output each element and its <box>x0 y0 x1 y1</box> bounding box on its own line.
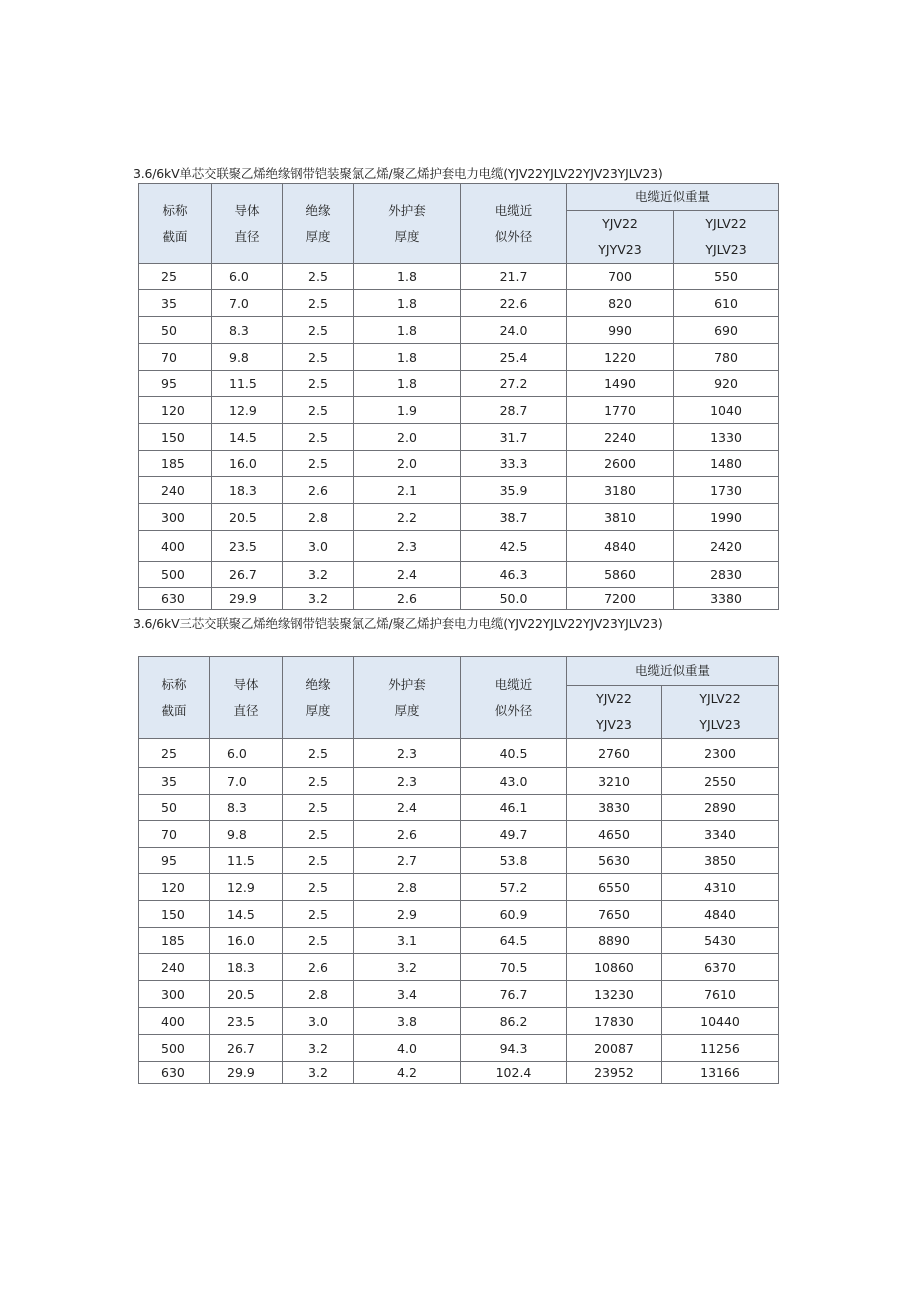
cell-outer-diameter: 38.7 <box>461 504 567 531</box>
cell-weight-aluminium: 6370 <box>662 954 779 981</box>
cell-weight-aluminium: 1040 <box>674 397 779 424</box>
cell-conductor-diameter: 8.3 <box>210 795 283 821</box>
cell-section: 95 <box>139 371 212 397</box>
header-insulation-thickness: 绝缘 厚度 <box>283 184 354 264</box>
header-nominal-section: 标称 截面 <box>139 657 210 739</box>
cell-sheath-thickness: 4.0 <box>354 1035 461 1062</box>
table-header <box>139 184 779 264</box>
cell-outer-diameter: 22.6 <box>461 290 567 317</box>
cell-weight-copper: 5860 <box>567 562 674 588</box>
cell-outer-diameter: 53.8 <box>461 848 567 874</box>
header-nominal-section: 标称 截面 <box>139 184 212 264</box>
cell-weight-aluminium: 4310 <box>662 874 779 901</box>
cell-outer-diameter: 35.9 <box>461 477 567 504</box>
table-row <box>139 371 779 397</box>
cell-sheath-thickness: 1.8 <box>354 290 461 317</box>
cell-sheath-thickness: 2.6 <box>354 588 461 610</box>
cell-insulation-thickness: 3.2 <box>283 1062 354 1084</box>
cell-sheath-thickness: 3.2 <box>354 954 461 981</box>
cell-weight-aluminium: 3850 <box>662 848 779 874</box>
table-row <box>139 504 779 531</box>
cell-weight-copper: 6550 <box>567 874 662 901</box>
cell-outer-diameter: 42.5 <box>461 531 567 562</box>
cell-section: 95 <box>139 848 210 874</box>
cell-section: 150 <box>139 424 212 451</box>
table-row <box>139 562 779 588</box>
table-row <box>139 981 779 1008</box>
cell-outer-diameter: 64.5 <box>461 928 567 954</box>
cell-sheath-thickness: 1.8 <box>354 317 461 344</box>
cell-section: 35 <box>139 290 212 317</box>
cell-weight-aluminium: 1990 <box>674 504 779 531</box>
table-row <box>139 954 779 981</box>
cell-sheath-thickness: 3.8 <box>354 1008 461 1035</box>
cell-insulation-thickness: 2.5 <box>283 371 354 397</box>
cell-weight-aluminium: 4840 <box>662 901 779 928</box>
cell-weight-copper: 3210 <box>567 768 662 795</box>
cell-weight-copper: 5630 <box>567 848 662 874</box>
cell-section: 240 <box>139 477 212 504</box>
cell-sheath-thickness: 2.4 <box>354 562 461 588</box>
header-insulation-thickness: 绝缘 厚度 <box>283 657 354 739</box>
cell-sheath-thickness: 2.3 <box>354 739 461 768</box>
cell-sheath-thickness: 2.9 <box>354 901 461 928</box>
cell-weight-aluminium: 780 <box>674 344 779 371</box>
cell-outer-diameter: 25.4 <box>461 344 567 371</box>
cell-weight-aluminium: 1730 <box>674 477 779 504</box>
cell-insulation-thickness: 3.2 <box>283 1035 354 1062</box>
cell-weight-aluminium: 2550 <box>662 768 779 795</box>
table-row <box>139 264 779 290</box>
cell-weight-copper: 13230 <box>567 981 662 1008</box>
cell-conductor-diameter: 8.3 <box>212 317 283 344</box>
header-outer-diameter: 电缆近 似外径 <box>461 184 567 264</box>
cell-sheath-thickness: 4.2 <box>354 1062 461 1084</box>
cell-conductor-diameter: 9.8 <box>210 821 283 848</box>
table-header <box>139 657 779 739</box>
cell-weight-aluminium: 2420 <box>674 531 779 562</box>
cell-insulation-thickness: 2.5 <box>283 290 354 317</box>
cell-weight-copper: 990 <box>567 317 674 344</box>
header-conductor-diameter: 导体 直径 <box>210 657 283 739</box>
header-weight-aluminium: YJLV22 YJLV23 <box>674 211 779 264</box>
cell-outer-diameter: 86.2 <box>461 1008 567 1035</box>
cell-insulation-thickness: 3.2 <box>283 588 354 610</box>
cell-insulation-thickness: 2.5 <box>283 451 354 477</box>
cell-outer-diameter: 102.4 <box>461 1062 567 1084</box>
cell-weight-aluminium: 610 <box>674 290 779 317</box>
cell-conductor-diameter: 16.0 <box>212 451 283 477</box>
table-row <box>139 768 779 795</box>
cell-sheath-thickness: 2.1 <box>354 477 461 504</box>
cell-insulation-thickness: 2.5 <box>283 901 354 928</box>
cell-conductor-diameter: 26.7 <box>210 1035 283 1062</box>
cell-conductor-diameter: 20.5 <box>210 981 283 1008</box>
cell-weight-aluminium: 11256 <box>662 1035 779 1062</box>
cell-insulation-thickness: 2.6 <box>283 477 354 504</box>
header-approx-weight: 电缆近似重量 <box>567 657 779 686</box>
cell-conductor-diameter: 14.5 <box>210 901 283 928</box>
cell-weight-copper: 820 <box>567 290 674 317</box>
cell-insulation-thickness: 2.5 <box>283 424 354 451</box>
cell-insulation-thickness: 3.0 <box>283 531 354 562</box>
cell-outer-diameter: 46.1 <box>461 795 567 821</box>
header-approx-weight: 电缆近似重量 <box>567 184 779 211</box>
cell-conductor-diameter: 20.5 <box>212 504 283 531</box>
cell-outer-diameter: 27.2 <box>461 371 567 397</box>
cell-conductor-diameter: 29.9 <box>212 588 283 610</box>
table-row <box>139 928 779 954</box>
cell-section: 500 <box>139 1035 210 1062</box>
cell-conductor-diameter: 29.9 <box>210 1062 283 1084</box>
cell-sheath-thickness: 1.8 <box>354 264 461 290</box>
cell-weight-copper: 3830 <box>567 795 662 821</box>
cell-weight-aluminium: 1480 <box>674 451 779 477</box>
cell-outer-diameter: 70.5 <box>461 954 567 981</box>
table-row <box>139 424 779 451</box>
header-conductor-diameter: 导体 直径 <box>212 184 283 264</box>
cell-conductor-diameter: 12.9 <box>210 874 283 901</box>
cell-weight-aluminium: 7610 <box>662 981 779 1008</box>
cell-outer-diameter: 31.7 <box>461 424 567 451</box>
header-sheath-thickness: 外护套 厚度 <box>354 184 461 264</box>
cell-section: 120 <box>139 397 212 424</box>
cell-insulation-thickness: 2.5 <box>283 821 354 848</box>
cell-insulation-thickness: 2.5 <box>283 928 354 954</box>
cell-insulation-thickness: 2.6 <box>283 954 354 981</box>
cell-sheath-thickness: 2.2 <box>354 504 461 531</box>
cell-conductor-diameter: 9.8 <box>212 344 283 371</box>
cell-weight-copper: 20087 <box>567 1035 662 1062</box>
cell-weight-copper: 7650 <box>567 901 662 928</box>
cell-section: 25 <box>139 264 212 290</box>
cell-weight-aluminium: 5430 <box>662 928 779 954</box>
cell-section: 630 <box>139 1062 210 1084</box>
header-weight-aluminium: YJLV22 YJLV23 <box>662 686 779 739</box>
table-row <box>139 1062 779 1084</box>
cell-weight-aluminium: 2890 <box>662 795 779 821</box>
table-row <box>139 739 779 768</box>
cell-weight-aluminium: 690 <box>674 317 779 344</box>
cell-section: 185 <box>139 451 212 477</box>
table-row <box>139 397 779 424</box>
cell-outer-diameter: 57.2 <box>461 874 567 901</box>
cable-spec-table-single-core <box>138 183 779 610</box>
table-row <box>139 848 779 874</box>
cell-weight-copper: 23952 <box>567 1062 662 1084</box>
cell-conductor-diameter: 12.9 <box>212 397 283 424</box>
cell-weight-aluminium: 3340 <box>662 821 779 848</box>
cell-section: 25 <box>139 739 210 768</box>
cell-weight-aluminium: 2830 <box>674 562 779 588</box>
cell-sheath-thickness: 1.9 <box>354 397 461 424</box>
cell-section: 70 <box>139 344 212 371</box>
table-body <box>139 264 779 610</box>
cell-sheath-thickness: 2.3 <box>354 531 461 562</box>
cell-section: 500 <box>139 562 212 588</box>
cell-weight-aluminium: 920 <box>674 371 779 397</box>
cell-section: 70 <box>139 821 210 848</box>
cell-weight-aluminium: 3380 <box>674 588 779 610</box>
header-weight-copper: YJV22 YJYV23 <box>567 211 674 264</box>
cell-weight-aluminium: 10440 <box>662 1008 779 1035</box>
cell-section: 400 <box>139 531 212 562</box>
cell-conductor-diameter: 7.0 <box>212 290 283 317</box>
cell-weight-copper: 7200 <box>567 588 674 610</box>
cell-outer-diameter: 50.0 <box>461 588 567 610</box>
cell-weight-copper: 4650 <box>567 821 662 848</box>
cell-insulation-thickness: 2.5 <box>283 317 354 344</box>
cell-outer-diameter: 43.0 <box>461 768 567 795</box>
cell-weight-aluminium: 1330 <box>674 424 779 451</box>
cell-conductor-diameter: 18.3 <box>210 954 283 981</box>
table-row <box>139 795 779 821</box>
table-1-title: 3.6/6kV单芯交联聚乙烯绝缘钢带铠装聚氯乙烯/聚乙烯护套电力电缆(YJV22YJLV22YJV23YJLV23) <box>133 166 663 181</box>
table-row <box>139 1008 779 1035</box>
cell-sheath-thickness: 2.4 <box>354 795 461 821</box>
cell-section: 240 <box>139 954 210 981</box>
cell-section: 185 <box>139 928 210 954</box>
cell-section: 35 <box>139 768 210 795</box>
cell-insulation-thickness: 2.5 <box>283 848 354 874</box>
cell-section: 300 <box>139 504 212 531</box>
cell-outer-diameter: 24.0 <box>461 317 567 344</box>
cell-weight-copper: 1770 <box>567 397 674 424</box>
cell-outer-diameter: 49.7 <box>461 821 567 848</box>
cell-section: 50 <box>139 795 210 821</box>
cell-weight-copper: 10860 <box>567 954 662 981</box>
cell-insulation-thickness: 2.8 <box>283 504 354 531</box>
cell-conductor-diameter: 6.0 <box>212 264 283 290</box>
cell-conductor-diameter: 23.5 <box>210 1008 283 1035</box>
cell-conductor-diameter: 16.0 <box>210 928 283 954</box>
cell-weight-aluminium: 2300 <box>662 739 779 768</box>
cell-sheath-thickness: 1.8 <box>354 344 461 371</box>
cell-sheath-thickness: 2.8 <box>354 874 461 901</box>
cell-weight-copper: 1490 <box>567 371 674 397</box>
cell-outer-diameter: 60.9 <box>461 901 567 928</box>
cell-conductor-diameter: 14.5 <box>212 424 283 451</box>
cell-conductor-diameter: 6.0 <box>210 739 283 768</box>
table-row <box>139 1035 779 1062</box>
cell-sheath-thickness: 3.4 <box>354 981 461 1008</box>
cable-spec-table-three-core <box>138 656 779 1084</box>
cell-outer-diameter: 40.5 <box>461 739 567 768</box>
cell-weight-copper: 8890 <box>567 928 662 954</box>
cell-conductor-diameter: 11.5 <box>210 848 283 874</box>
cell-section: 300 <box>139 981 210 1008</box>
cell-sheath-thickness: 2.6 <box>354 821 461 848</box>
cell-sheath-thickness: 2.7 <box>354 848 461 874</box>
cell-insulation-thickness: 2.8 <box>283 981 354 1008</box>
cell-conductor-diameter: 7.0 <box>210 768 283 795</box>
table-row <box>139 344 779 371</box>
cell-sheath-thickness: 2.3 <box>354 768 461 795</box>
header-sheath-thickness: 外护套 厚度 <box>354 657 461 739</box>
cell-outer-diameter: 94.3 <box>461 1035 567 1062</box>
cell-conductor-diameter: 18.3 <box>212 477 283 504</box>
cell-weight-copper: 2600 <box>567 451 674 477</box>
cell-section: 400 <box>139 1008 210 1035</box>
cell-insulation-thickness: 3.2 <box>283 562 354 588</box>
cell-section: 50 <box>139 317 212 344</box>
cell-insulation-thickness: 3.0 <box>283 1008 354 1035</box>
cell-sheath-thickness: 2.0 <box>354 424 461 451</box>
cell-weight-copper: 3180 <box>567 477 674 504</box>
cell-insulation-thickness: 2.5 <box>283 344 354 371</box>
table-row <box>139 901 779 928</box>
cell-conductor-diameter: 26.7 <box>212 562 283 588</box>
cell-sheath-thickness: 1.8 <box>354 371 461 397</box>
table-row <box>139 588 779 610</box>
cell-weight-copper: 2240 <box>567 424 674 451</box>
cell-weight-copper: 2760 <box>567 739 662 768</box>
cell-weight-copper: 3810 <box>567 504 674 531</box>
table-row <box>139 821 779 848</box>
cell-outer-diameter: 33.3 <box>461 451 567 477</box>
table-row <box>139 477 779 504</box>
cell-outer-diameter: 28.7 <box>461 397 567 424</box>
table-row <box>139 290 779 317</box>
cell-weight-copper: 17830 <box>567 1008 662 1035</box>
table-2-title: 3.6/6kV三芯交联聚乙烯绝缘钢带铠装聚氯乙烯/聚乙烯护套电力电缆(YJV22YJLV22YJV23YJLV23) <box>133 616 663 631</box>
cell-weight-copper: 1220 <box>567 344 674 371</box>
cell-conductor-diameter: 23.5 <box>212 531 283 562</box>
table-row <box>139 317 779 344</box>
cell-insulation-thickness: 2.5 <box>283 768 354 795</box>
cell-weight-copper: 700 <box>567 264 674 290</box>
cell-conductor-diameter: 11.5 <box>212 371 283 397</box>
cell-section: 150 <box>139 901 210 928</box>
cell-outer-diameter: 21.7 <box>461 264 567 290</box>
cell-insulation-thickness: 2.5 <box>283 795 354 821</box>
cell-section: 630 <box>139 588 212 610</box>
header-outer-diameter: 电缆近 似外径 <box>461 657 567 739</box>
cell-outer-diameter: 76.7 <box>461 981 567 1008</box>
cell-insulation-thickness: 2.5 <box>283 264 354 290</box>
cell-outer-diameter: 46.3 <box>461 562 567 588</box>
table-row <box>139 874 779 901</box>
cell-insulation-thickness: 2.5 <box>283 397 354 424</box>
table-row <box>139 531 779 562</box>
cell-weight-aluminium: 13166 <box>662 1062 779 1084</box>
cell-weight-aluminium: 550 <box>674 264 779 290</box>
cell-insulation-thickness: 2.5 <box>283 874 354 901</box>
cell-sheath-thickness: 3.1 <box>354 928 461 954</box>
cell-section: 120 <box>139 874 210 901</box>
cell-insulation-thickness: 2.5 <box>283 739 354 768</box>
header-weight-copper: YJV22 YJV23 <box>567 686 662 739</box>
table-body <box>139 739 779 1084</box>
table-row <box>139 451 779 477</box>
cell-weight-copper: 4840 <box>567 531 674 562</box>
cell-sheath-thickness: 2.0 <box>354 451 461 477</box>
